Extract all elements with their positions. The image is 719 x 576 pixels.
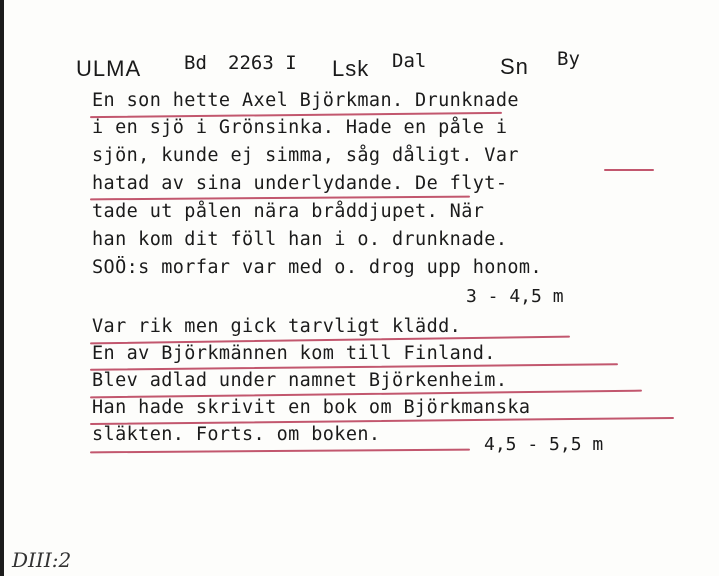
underline-mark — [90, 417, 674, 425]
record-number: 2263 I — [228, 52, 297, 74]
text-line: tade ut pålen nära bråddjupet. När — [92, 201, 485, 222]
parish-label: Lsk — [332, 56, 370, 81]
catalog-stamp: DIII:2 — [12, 548, 72, 572]
text-line: släkten. Forts. om boken. — [92, 424, 381, 445]
card-header — [4, 48, 719, 88]
depth-measure: 3 - 4,5 m — [466, 286, 564, 307]
text-line: En son hette Axel Björkman. Drunknade — [92, 90, 519, 111]
archive-card — [4, 0, 719, 576]
archive-label: ULMA — [76, 56, 142, 81]
text-line: En av Björkmännen kom till Finland. — [92, 343, 496, 364]
text-line: SOÖ:s morfar var med o. drog upp honom. — [92, 257, 542, 278]
text-line: Var rik men gick tarvligt klädd. — [92, 316, 462, 337]
text-line: hatad av sina underlydande. De flyt- — [92, 173, 508, 194]
province-label: Dal — [392, 50, 427, 72]
text-line: Blev adlad under namnet Björkenheim. — [92, 370, 508, 391]
underline-mark — [604, 169, 654, 171]
text-line: han kom dit föll han i o. drunknade. — [92, 229, 508, 250]
volume-label: Bd — [184, 52, 207, 74]
by-label: By — [557, 48, 580, 70]
underline-mark — [90, 449, 470, 454]
depth-measure: 4,5 - 5,5 m — [484, 434, 604, 455]
text-line: sjön, kunde ej simma, såg dåligt. Var — [92, 145, 519, 166]
sn-label: Sn — [500, 54, 529, 79]
underline-mark — [90, 196, 470, 201]
text-line: i en sjö i Grönsinka. Hade en påle i — [92, 117, 508, 138]
text-line: Han hade skrivit en bok om Björkmanska — [92, 397, 531, 418]
